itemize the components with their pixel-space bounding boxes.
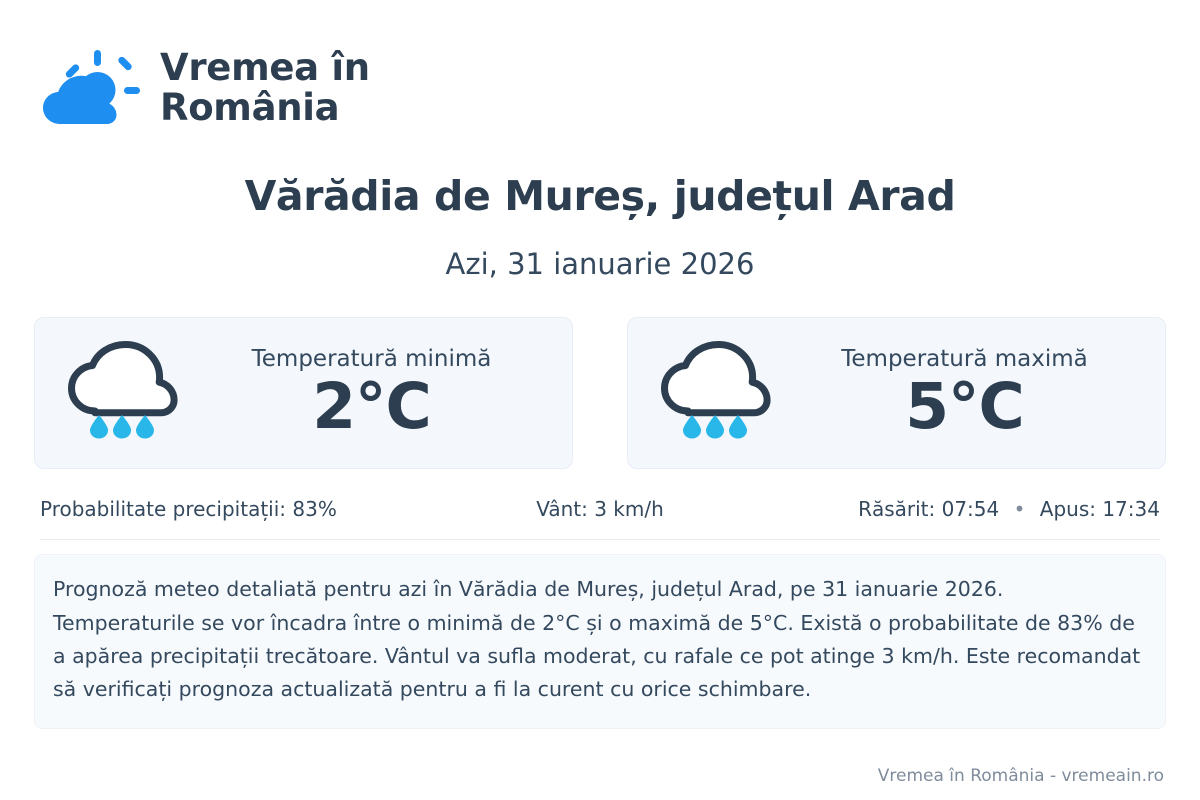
card-min-body (185, 346, 554, 444)
cloud-rain-icon (61, 337, 185, 449)
sun-cloud-icon (38, 46, 142, 130)
precipitation-stat: Probabilitate precipitații: 83% (40, 497, 337, 522)
card-max-temperature (627, 317, 1166, 469)
footer-credit: Vremea în România - vremeain.ro (877, 766, 1164, 786)
brand-name-line1: Vremea în (160, 46, 370, 90)
card-min-label: Temperatură minimă (251, 346, 492, 373)
card-max-label: Temperatură maximă (841, 346, 1088, 373)
cloud-rain-icon (654, 337, 778, 449)
page-title: Vărădia de Mureș, județul Arad (244, 172, 956, 220)
card-min-temperature (34, 317, 573, 469)
stat-separator: • (1013, 497, 1026, 522)
wind-stat: Vânt: 3 km/h (536, 497, 664, 522)
temperature-cards (34, 317, 1166, 469)
sun-times-stat (787, 497, 1160, 521)
card-min-value: 2°C (312, 370, 431, 444)
weather-stats-row (40, 497, 1160, 540)
card-max-body (778, 346, 1147, 444)
site-header (0, 0, 1200, 130)
sunset-value: Apus: 17:34 (1039, 497, 1160, 522)
brand-name (160, 48, 370, 128)
page-subtitle: Azi, 31 ianuarie 2026 (445, 247, 755, 282)
forecast-description: Prognoză meteo detaliată pentru azi în Vărădia de Mureș, județul Arad, pe 31 ianuarie 2026. Temperaturile se vor încadra între o minimă de 2°C și o maximă de 5°C. Există o probabilitate de 83% de a apărea precipitații trecătoare. Vântul va sufla moderat, cu rafale ce pot atinge 3 km/h. Este recomandat să verificați prognoza actualizată pentru a fi la curent cu orice schimbare. (34, 554, 1166, 729)
sunrise-value: Răsărit: 07:54 (858, 497, 1000, 522)
brand-name-line2: România (160, 86, 340, 129)
card-max-value: 5°C (905, 370, 1024, 444)
